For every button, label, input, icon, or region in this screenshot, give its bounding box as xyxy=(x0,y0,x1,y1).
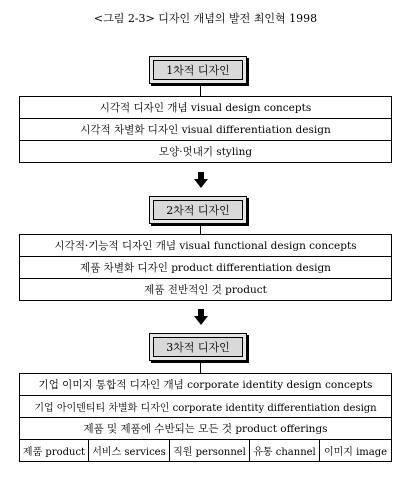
cell-channel: 유통 channel xyxy=(250,440,320,461)
stage-1-label: 1차적 디자인 xyxy=(166,64,230,77)
stage-3-group xyxy=(19,373,392,462)
stage-2-box xyxy=(149,196,247,224)
stage-2-label: 2차적 디자인 xyxy=(166,204,230,217)
stage-2-group xyxy=(19,234,392,301)
stage-1-row-3: 모양·멋내기 styling xyxy=(20,141,391,163)
stage-3-row-3: 제품 및 제품에 수반되는 모든 것 product offerings xyxy=(20,418,391,440)
stage-3-cells xyxy=(20,440,391,462)
connector-line xyxy=(200,226,201,234)
stage-2-row-3: 제품 전반적인 것 product xyxy=(20,279,391,301)
stage-3-row-2: 기업 아이덴티티 차별화 디자인 corporate identity differentiation design xyxy=(20,396,391,418)
stage-1-row-2: 시각적 차별화 디자인 visual differentiation design xyxy=(20,119,391,141)
cell-services: 서비스 services xyxy=(89,440,170,461)
stage-3-row-1: 기업 이미지 통합적 디자인 개념 corporate identity design concepts xyxy=(20,374,391,396)
figure-title: <그림 2-3> 디자인 개념의 발전 최인혁 1998 xyxy=(93,12,318,25)
connector-line xyxy=(200,86,201,96)
cell-personnel: 직원 personnel xyxy=(170,440,250,461)
stage-2-row-2: 제품 차별화 디자인 product differentiation design xyxy=(20,257,391,279)
cell-product: 제품 product xyxy=(20,440,89,461)
cell-image: 이미지 image xyxy=(323,447,388,458)
down-arrow-icon xyxy=(194,172,208,188)
connector-line xyxy=(200,363,201,373)
stage-3-label: 3차적 디자인 xyxy=(166,341,230,354)
stage-3-box xyxy=(149,333,247,361)
stage-2-row-1: 시각적·기능적 디자인 개념 visual functional design concepts xyxy=(20,235,391,257)
down-arrow-icon xyxy=(194,309,208,325)
stage-1-row-1: 시각적 디자인 개념 visual design concepts xyxy=(20,97,391,119)
stage-1-box xyxy=(149,56,247,84)
stage-1-group xyxy=(19,96,392,163)
